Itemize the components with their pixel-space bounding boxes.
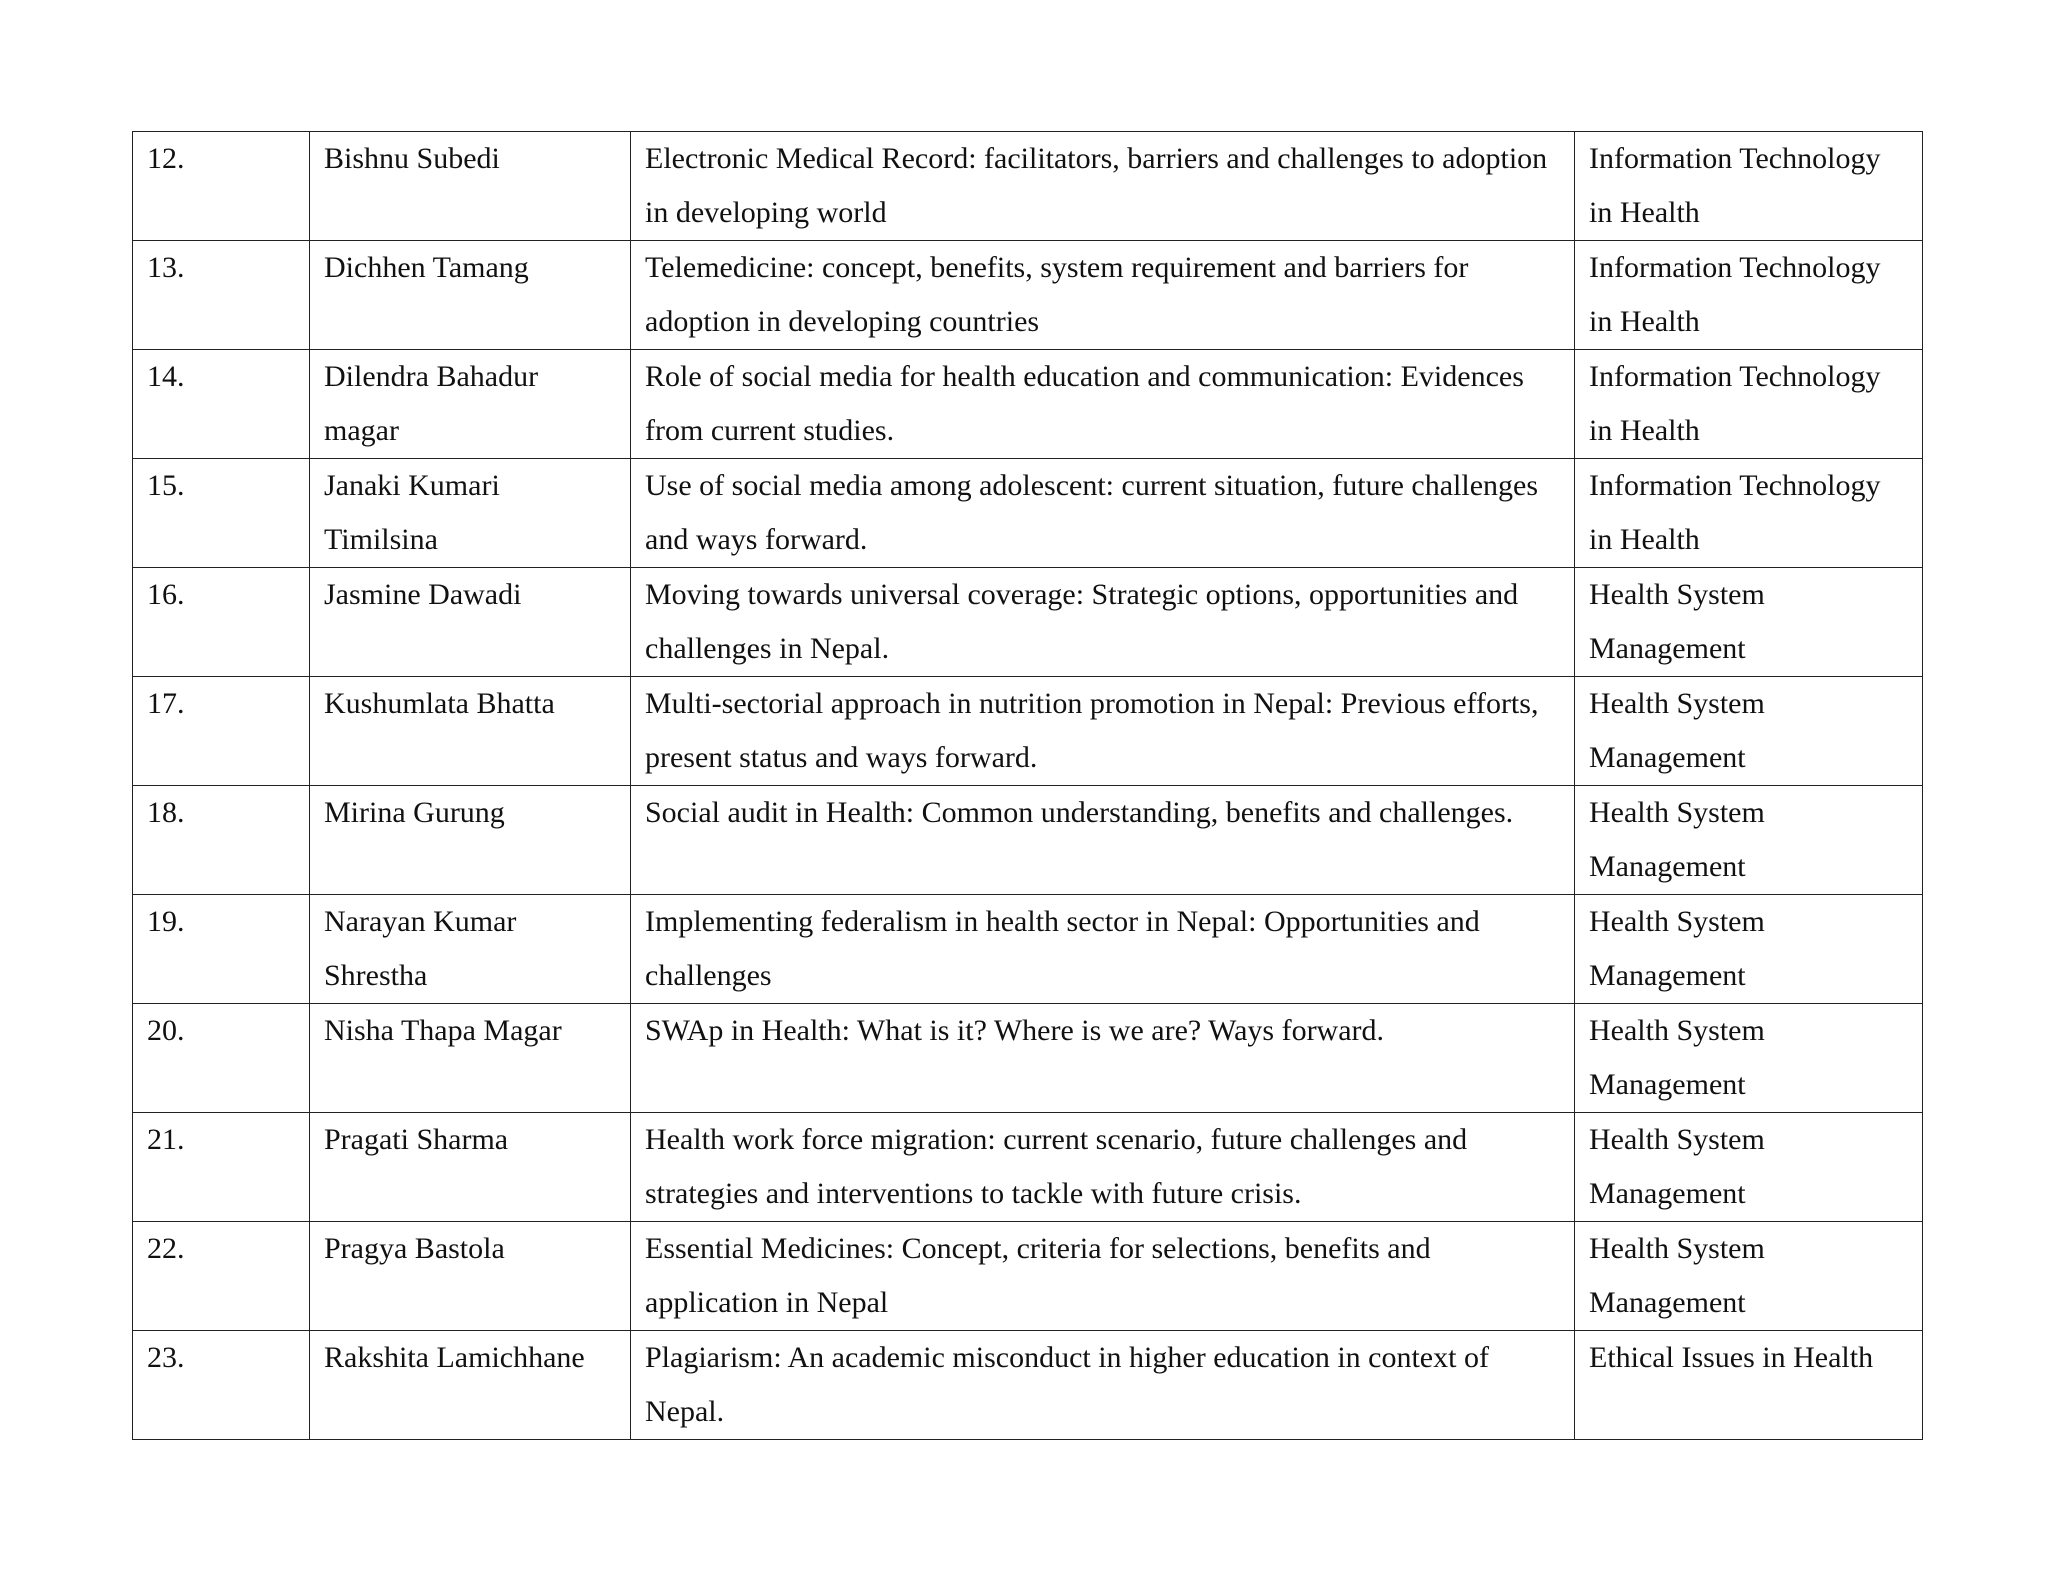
table-row bbox=[133, 1222, 1923, 1331]
student-name: Jasmine Dawadi bbox=[310, 568, 631, 677]
serial-number: 14. bbox=[133, 350, 310, 459]
subject-area: Health System Management bbox=[1575, 895, 1923, 1004]
serial-number: 12. bbox=[133, 132, 310, 241]
serial-number: 21. bbox=[133, 1113, 310, 1222]
student-name: Janaki Kumari Timilsina bbox=[310, 459, 631, 568]
topics-table bbox=[132, 131, 1923, 1440]
table-row bbox=[133, 568, 1923, 677]
student-name: Bishnu Subedi bbox=[310, 132, 631, 241]
student-name: Pragati Sharma bbox=[310, 1113, 631, 1222]
topic-title: SWAp in Health: What is it? Where is we are? Ways forward. bbox=[631, 1004, 1575, 1113]
serial-number: 23. bbox=[133, 1331, 310, 1440]
subject-area: Information Technology in Health bbox=[1575, 350, 1923, 459]
subject-area: Health System Management bbox=[1575, 568, 1923, 677]
serial-number: 22. bbox=[133, 1222, 310, 1331]
subject-area: Health System Management bbox=[1575, 1113, 1923, 1222]
table-row bbox=[133, 895, 1923, 1004]
serial-number: 18. bbox=[133, 786, 310, 895]
table-row bbox=[133, 1113, 1923, 1222]
topic-title: Essential Medicines: Concept, criteria for selections, benefits and application in Nepal bbox=[631, 1222, 1575, 1331]
subject-area: Information Technology in Health bbox=[1575, 241, 1923, 350]
serial-number: 17. bbox=[133, 677, 310, 786]
table-row bbox=[133, 132, 1923, 241]
topic-title: Moving towards universal coverage: Strategic options, opportunities and challenges in Nepal. bbox=[631, 568, 1575, 677]
student-name: Nisha Thapa Magar bbox=[310, 1004, 631, 1113]
serial-number: 20. bbox=[133, 1004, 310, 1113]
topic-title: Social audit in Health: Common understanding, benefits and challenges. bbox=[631, 786, 1575, 895]
subject-area: Health System Management bbox=[1575, 1222, 1923, 1331]
subject-area: Ethical Issues in Health bbox=[1575, 1331, 1923, 1440]
table-row bbox=[133, 350, 1923, 459]
topic-title: Health work force migration: current scenario, future challenges and strategies and interventions to tackle with future crisis. bbox=[631, 1113, 1575, 1222]
serial-number: 13. bbox=[133, 241, 310, 350]
table-row bbox=[133, 459, 1923, 568]
topic-title: Role of social media for health education and communication: Evidences from current studies. bbox=[631, 350, 1575, 459]
topic-title: Use of social media among adolescent: current situation, future challenges and ways forward. bbox=[631, 459, 1575, 568]
topic-title: Plagiarism: An academic misconduct in higher education in context of Nepal. bbox=[631, 1331, 1575, 1440]
student-name: Dichhen Tamang bbox=[310, 241, 631, 350]
topic-title: Telemedicine: concept, benefits, system requirement and barriers for adoption in developing countries bbox=[631, 241, 1575, 350]
table-row bbox=[133, 1004, 1923, 1113]
student-name: Rakshita Lamichhane bbox=[310, 1331, 631, 1440]
serial-number: 15. bbox=[133, 459, 310, 568]
subject-area: Information Technology in Health bbox=[1575, 132, 1923, 241]
table-row bbox=[133, 1331, 1923, 1440]
serial-number: 19. bbox=[133, 895, 310, 1004]
table-row bbox=[133, 241, 1923, 350]
serial-number: 16. bbox=[133, 568, 310, 677]
student-name: Kushumlata Bhatta bbox=[310, 677, 631, 786]
table-row bbox=[133, 786, 1923, 895]
subject-area: Health System Management bbox=[1575, 786, 1923, 895]
student-name: Pragya Bastola bbox=[310, 1222, 631, 1331]
student-name: Dilendra Bahadur magar bbox=[310, 350, 631, 459]
topic-title: Multi-sectorial approach in nutrition promotion in Nepal: Previous efforts, present status and ways forward. bbox=[631, 677, 1575, 786]
student-name: Mirina Gurung bbox=[310, 786, 631, 895]
table-row bbox=[133, 677, 1923, 786]
subject-area: Health System Management bbox=[1575, 677, 1923, 786]
subject-area: Information Technology in Health bbox=[1575, 459, 1923, 568]
table-body bbox=[133, 132, 1923, 1440]
student-name: Narayan Kumar Shrestha bbox=[310, 895, 631, 1004]
topic-title: Implementing federalism in health sector in Nepal: Opportunities and challenges bbox=[631, 895, 1575, 1004]
topic-title: Electronic Medical Record: facilitators, barriers and challenges to adoption in developing world bbox=[631, 132, 1575, 241]
subject-area: Health System Management bbox=[1575, 1004, 1923, 1113]
